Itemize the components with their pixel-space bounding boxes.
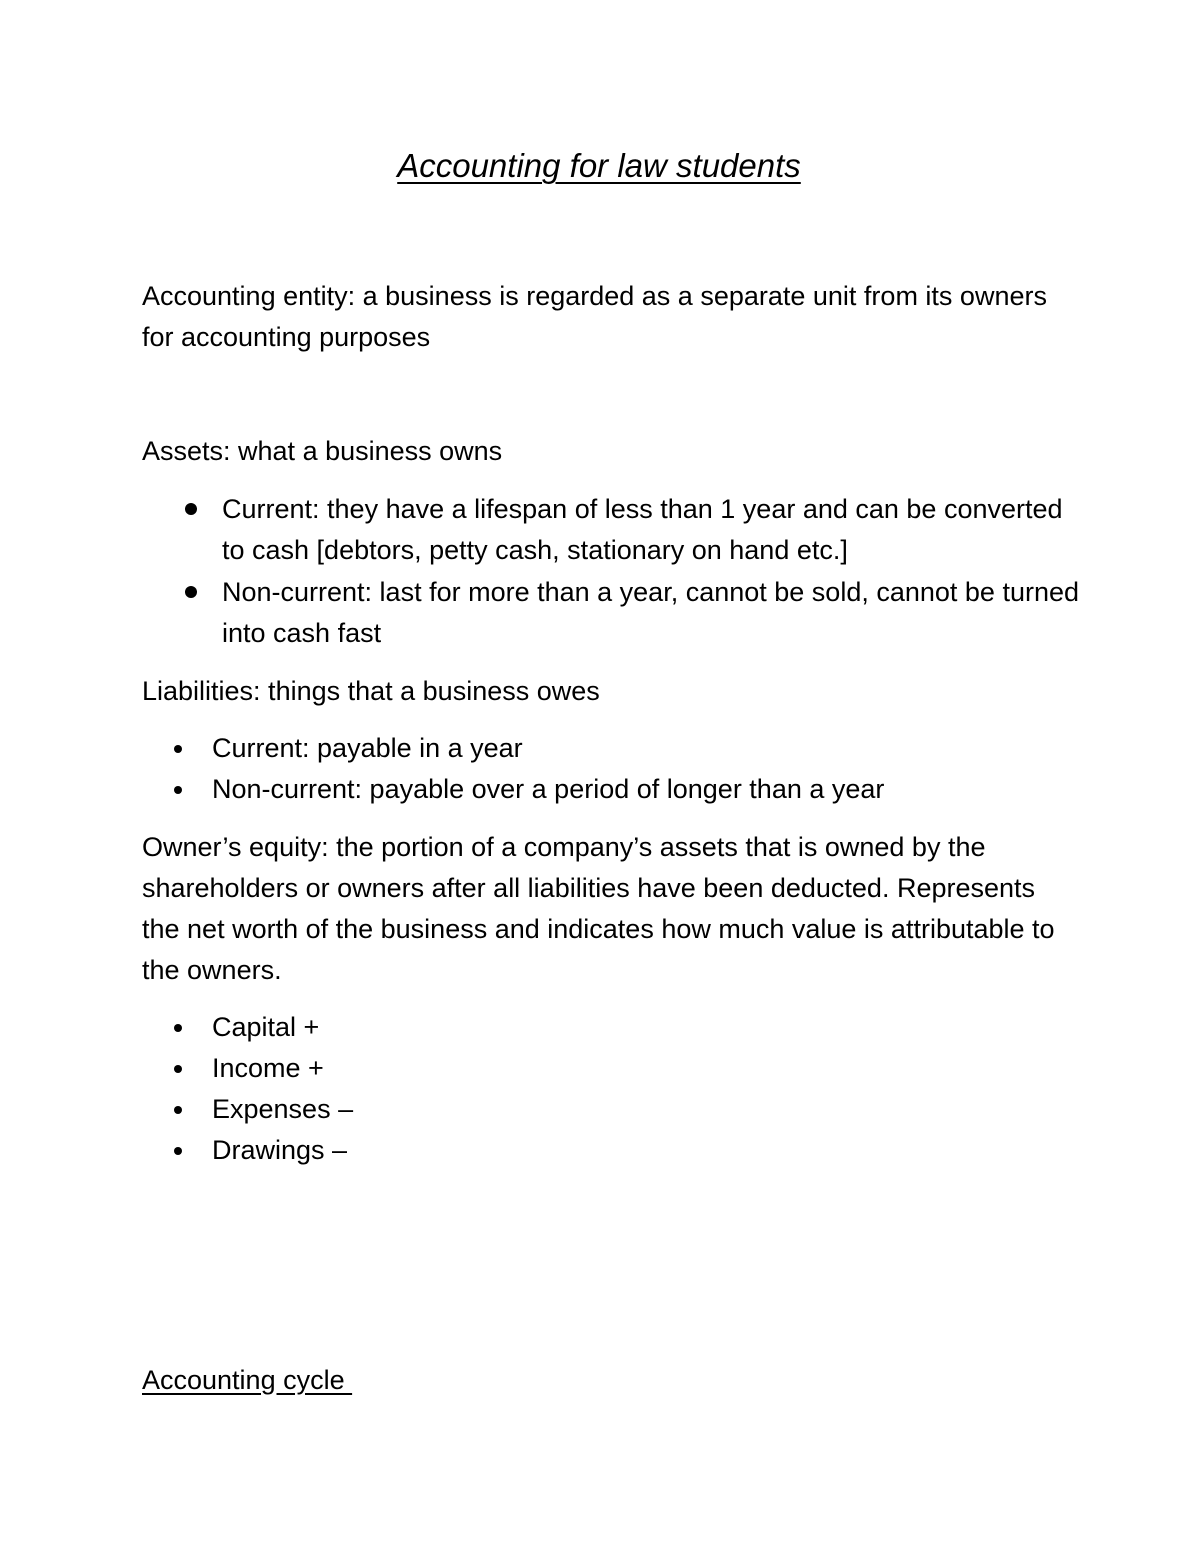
list-item-text: Expenses – (212, 1094, 354, 1124)
list-item (212, 1089, 1072, 1130)
bullet-icon (174, 745, 182, 753)
list-item-text: Drawings – (212, 1135, 348, 1165)
accounting-cycle-heading: Accounting cycle (142, 1365, 353, 1395)
bullet-icon (174, 1024, 182, 1032)
bullet-icon (174, 786, 182, 794)
list-item (222, 489, 1082, 571)
accounting-entity-paragraph: Accounting entity: a business is regarded as a separate unit from its owners for accounting purposes (142, 281, 1047, 352)
bullet-icon (174, 1106, 182, 1114)
list-item-text: Current: they have a lifespan of less than 1 year and can be converted to cash [debtors, petty cash, stationary on hand etc.] (222, 494, 1063, 565)
list-item (222, 572, 1082, 654)
list-item (212, 728, 1072, 769)
owners-equity-paragraph: Owner’s equity: the portion of a company’s assets that is owned by the shareholders or owners after all liabilities have been deducted. Represents the net worth of the business and indicates how much value is attributable to the owners. (142, 832, 1055, 985)
list-item-text: Non-current: payable over a period of longer than a year (212, 774, 885, 804)
list-item-text: Income + (212, 1053, 324, 1083)
list-item (212, 769, 1072, 810)
assets-heading: Assets: what a business owns (142, 436, 503, 466)
bullet-icon (185, 503, 197, 515)
bullet-icon (174, 1065, 182, 1073)
list-item (212, 1048, 1072, 1089)
list-item (212, 1007, 1072, 1048)
page-title: Accounting for law students (397, 147, 801, 184)
liabilities-heading: Liabilities: things that a business owes (142, 676, 600, 706)
list-item (212, 1130, 1072, 1171)
list-item-text: Current: payable in a year (212, 733, 523, 763)
owners-equity-list (212, 1007, 1072, 1171)
bullet-icon (174, 1147, 182, 1155)
list-item-text: Non-current: last for more than a year, cannot be sold, cannot be turned into cash fast (222, 577, 1079, 648)
assets-list (222, 489, 1082, 655)
list-item-text: Capital + (212, 1012, 320, 1042)
bullet-icon (185, 586, 197, 598)
liabilities-list (212, 728, 1072, 810)
